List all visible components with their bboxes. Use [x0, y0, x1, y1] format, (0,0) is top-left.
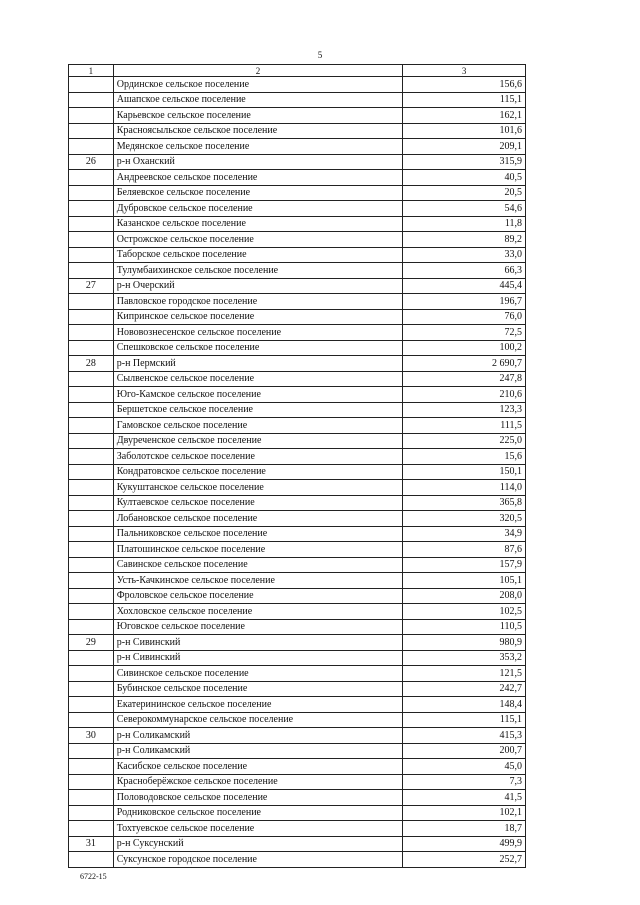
row-number-cell	[69, 387, 114, 403]
row-number-cell	[69, 743, 114, 759]
row-value-cell: 111,5	[403, 418, 526, 434]
table-row	[69, 433, 526, 449]
table-row	[69, 309, 526, 325]
row-name-cell: Казанское сельское поселение	[113, 216, 402, 232]
row-name-cell: Беляевское сельское поселение	[113, 185, 402, 201]
row-name-cell: Кипринское сельское поселение	[113, 309, 402, 325]
row-number-cell	[69, 681, 114, 697]
row-number-cell	[69, 650, 114, 666]
table-row	[69, 712, 526, 728]
column-header-value: 3	[403, 65, 526, 77]
table-row	[69, 542, 526, 558]
row-name-cell: р-н Пермский	[113, 356, 402, 372]
table-row	[69, 216, 526, 232]
row-number-cell	[69, 805, 114, 821]
row-number-cell	[69, 666, 114, 682]
row-value-cell: 150,1	[403, 464, 526, 480]
row-number-cell	[69, 542, 114, 558]
row-name-cell: Фроловское сельское поселение	[113, 588, 402, 604]
table-row	[69, 464, 526, 480]
row-value-cell: 110,5	[403, 619, 526, 635]
page-number: 5	[317, 50, 323, 60]
row-value-cell: 41,5	[403, 790, 526, 806]
row-value-cell: 40,5	[403, 170, 526, 186]
table-row	[69, 480, 526, 496]
row-value-cell: 66,3	[403, 263, 526, 279]
row-number-cell: 31	[69, 836, 114, 852]
table-row	[69, 511, 526, 527]
row-value-cell: 121,5	[403, 666, 526, 682]
row-name-cell: Платошинское сельское поселение	[113, 542, 402, 558]
row-number-cell	[69, 449, 114, 465]
row-name-cell: Култаевское сельское поселение	[113, 495, 402, 511]
row-number-cell	[69, 619, 114, 635]
row-value-cell: 34,9	[403, 526, 526, 542]
table-row	[69, 743, 526, 759]
row-name-cell: Савинское сельское поселение	[113, 557, 402, 573]
table-row	[69, 139, 526, 155]
row-value-cell: 89,2	[403, 232, 526, 248]
row-name-cell: Лобановское сельское поселение	[113, 511, 402, 527]
row-number-cell	[69, 170, 114, 186]
row-value-cell: 2 690,7	[403, 356, 526, 372]
data-table	[68, 64, 526, 868]
row-name-cell: Ординское сельское поселение	[113, 77, 402, 93]
column-header-name: 2	[113, 65, 402, 77]
table-row	[69, 666, 526, 682]
row-number-cell	[69, 185, 114, 201]
row-number-cell	[69, 526, 114, 542]
row-number-cell: 26	[69, 154, 114, 170]
table-row	[69, 774, 526, 790]
row-number-cell	[69, 511, 114, 527]
table-row	[69, 294, 526, 310]
table-row	[69, 821, 526, 837]
table-row	[69, 371, 526, 387]
row-number-cell	[69, 588, 114, 604]
row-value-cell: 7,3	[403, 774, 526, 790]
table-row	[69, 340, 526, 356]
row-number-cell	[69, 774, 114, 790]
row-name-cell: Гамовское сельское поселение	[113, 418, 402, 434]
row-number-cell	[69, 433, 114, 449]
table-row	[69, 836, 526, 852]
table-row	[69, 588, 526, 604]
row-name-cell: Кондратовское сельское поселение	[113, 464, 402, 480]
row-number-cell	[69, 201, 114, 217]
row-name-cell: Красноясыльское сельское поселение	[113, 123, 402, 139]
row-number-cell	[69, 464, 114, 480]
row-value-cell: 208,0	[403, 588, 526, 604]
row-number-cell: 30	[69, 728, 114, 744]
table-row	[69, 635, 526, 651]
table-row	[69, 852, 526, 868]
row-name-cell: Родниковское сельское поселение	[113, 805, 402, 821]
row-value-cell: 15,6	[403, 449, 526, 465]
row-value-cell: 100,2	[403, 340, 526, 356]
row-number-cell	[69, 92, 114, 108]
row-value-cell: 162,1	[403, 108, 526, 124]
table-row	[69, 247, 526, 263]
table-row	[69, 526, 526, 542]
row-name-cell: Красноберёжское сельское поселение	[113, 774, 402, 790]
row-value-cell: 54,6	[403, 201, 526, 217]
table-row	[69, 170, 526, 186]
row-value-cell: 72,5	[403, 325, 526, 341]
row-value-cell: 157,9	[403, 557, 526, 573]
row-number-cell	[69, 557, 114, 573]
table-row	[69, 185, 526, 201]
row-number-cell	[69, 573, 114, 589]
row-name-cell: Медянское сельское поселение	[113, 139, 402, 155]
table-row	[69, 418, 526, 434]
row-name-cell: р-н Очерский	[113, 278, 402, 294]
table-row	[69, 619, 526, 635]
row-name-cell: Суксунское городское поселение	[113, 852, 402, 868]
row-name-cell: Заболотское сельское поселение	[113, 449, 402, 465]
row-name-cell: Андреевское сельское поселение	[113, 170, 402, 186]
row-value-cell: 102,1	[403, 805, 526, 821]
row-value-cell: 210,6	[403, 387, 526, 403]
table-row	[69, 790, 526, 806]
table-row	[69, 278, 526, 294]
row-value-cell: 200,7	[403, 743, 526, 759]
row-number-cell	[69, 790, 114, 806]
row-value-cell: 252,7	[403, 852, 526, 868]
row-value-cell: 242,7	[403, 681, 526, 697]
row-value-cell: 499,9	[403, 836, 526, 852]
table-row	[69, 805, 526, 821]
footer-code: 6722-15	[80, 872, 107, 881]
row-value-cell: 320,5	[403, 511, 526, 527]
row-number-cell	[69, 340, 114, 356]
row-value-cell: 76,0	[403, 309, 526, 325]
row-name-cell: Нововознесенское сельское поселение	[113, 325, 402, 341]
table-row	[69, 495, 526, 511]
row-number-cell	[69, 697, 114, 713]
table-row	[69, 728, 526, 744]
row-value-cell: 45,0	[403, 759, 526, 775]
row-number-cell	[69, 371, 114, 387]
row-value-cell: 101,6	[403, 123, 526, 139]
row-name-cell: Бубинское сельское поселение	[113, 681, 402, 697]
table-row	[69, 108, 526, 124]
row-value-cell: 115,1	[403, 92, 526, 108]
table-header-row	[69, 65, 526, 77]
row-value-cell: 209,1	[403, 139, 526, 155]
table-row	[69, 402, 526, 418]
row-name-cell: Спешковское сельское поселение	[113, 340, 402, 356]
row-number-cell	[69, 263, 114, 279]
row-name-cell: Острожское сельское поселение	[113, 232, 402, 248]
row-number-cell	[69, 418, 114, 434]
row-number-cell	[69, 77, 114, 93]
row-value-cell: 115,1	[403, 712, 526, 728]
row-name-cell: Северокоммунарское сельское поселение	[113, 712, 402, 728]
row-name-cell: Юговское сельское поселение	[113, 619, 402, 635]
row-name-cell: Тулумбаихинское сельское поселение	[113, 263, 402, 279]
row-name-cell: Усть-Качкинское сельское поселение	[113, 573, 402, 589]
row-name-cell: р-н Сивинский	[113, 650, 402, 666]
row-value-cell: 11,8	[403, 216, 526, 232]
table-row	[69, 263, 526, 279]
row-name-cell: Екатерининское сельское поселение	[113, 697, 402, 713]
row-number-cell	[69, 821, 114, 837]
row-number-cell: 27	[69, 278, 114, 294]
row-value-cell: 353,2	[403, 650, 526, 666]
row-number-cell	[69, 712, 114, 728]
table-row	[69, 356, 526, 372]
row-number-cell	[69, 309, 114, 325]
row-number-cell	[69, 123, 114, 139]
table-row	[69, 387, 526, 403]
table-row	[69, 573, 526, 589]
row-number-cell	[69, 480, 114, 496]
table-row	[69, 325, 526, 341]
row-value-cell: 18,7	[403, 821, 526, 837]
row-name-cell: р-н Соликамский	[113, 728, 402, 744]
row-number-cell	[69, 852, 114, 868]
row-name-cell: р-н Оханский	[113, 154, 402, 170]
row-name-cell: Таборское сельское поселение	[113, 247, 402, 263]
row-name-cell: Касибское сельское поселение	[113, 759, 402, 775]
row-name-cell: Павловское городское поселение	[113, 294, 402, 310]
table-row	[69, 759, 526, 775]
table-row	[69, 77, 526, 93]
row-number-cell	[69, 247, 114, 263]
row-name-cell: Ашапское сельское поселение	[113, 92, 402, 108]
row-value-cell: 123,3	[403, 402, 526, 418]
row-number-cell	[69, 216, 114, 232]
row-value-cell: 148,4	[403, 697, 526, 713]
row-name-cell: Двуреченское сельское поселение	[113, 433, 402, 449]
row-value-cell: 114,0	[403, 480, 526, 496]
row-name-cell: Пальниковское сельское поселение	[113, 526, 402, 542]
row-number-cell	[69, 232, 114, 248]
row-number-cell	[69, 604, 114, 620]
row-name-cell: р-н Сивинский	[113, 635, 402, 651]
table-row	[69, 557, 526, 573]
table-row	[69, 154, 526, 170]
row-value-cell: 225,0	[403, 433, 526, 449]
row-number-cell: 29	[69, 635, 114, 651]
row-number-cell	[69, 294, 114, 310]
row-name-cell: Карьевское сельское поселение	[113, 108, 402, 124]
row-name-cell: Хохловское сельское поселение	[113, 604, 402, 620]
row-name-cell: Тохтуевское сельское поселение	[113, 821, 402, 837]
table-row	[69, 92, 526, 108]
row-name-cell: Бершетское сельское поселение	[113, 402, 402, 418]
row-name-cell: Сивинское сельское поселение	[113, 666, 402, 682]
row-name-cell: Кукуштанское сельское поселение	[113, 480, 402, 496]
row-value-cell: 196,7	[403, 294, 526, 310]
table-row	[69, 650, 526, 666]
row-value-cell: 156,6	[403, 77, 526, 93]
row-name-cell: Сылвенское сельское поселение	[113, 371, 402, 387]
row-value-cell: 315,9	[403, 154, 526, 170]
row-name-cell: р-н Суксунский	[113, 836, 402, 852]
table-row	[69, 681, 526, 697]
row-name-cell: Половодовское сельское поселение	[113, 790, 402, 806]
row-value-cell: 33,0	[403, 247, 526, 263]
row-name-cell: Дубровское сельское поселение	[113, 201, 402, 217]
row-value-cell: 102,5	[403, 604, 526, 620]
row-value-cell: 247,8	[403, 371, 526, 387]
row-number-cell	[69, 139, 114, 155]
table-row	[69, 697, 526, 713]
table-row	[69, 123, 526, 139]
table-row	[69, 201, 526, 217]
row-number-cell	[69, 325, 114, 341]
row-value-cell: 365,8	[403, 495, 526, 511]
table-row	[69, 232, 526, 248]
row-number-cell	[69, 495, 114, 511]
row-value-cell: 105,1	[403, 573, 526, 589]
row-number-cell	[69, 759, 114, 775]
row-value-cell: 87,6	[403, 542, 526, 558]
row-number-cell: 28	[69, 356, 114, 372]
row-number-cell	[69, 402, 114, 418]
row-value-cell: 980,9	[403, 635, 526, 651]
row-name-cell: р-н Соликамский	[113, 743, 402, 759]
row-value-cell: 20,5	[403, 185, 526, 201]
table-row	[69, 449, 526, 465]
row-value-cell: 445,4	[403, 278, 526, 294]
row-value-cell: 415,3	[403, 728, 526, 744]
column-header-number: 1	[69, 65, 114, 77]
row-number-cell	[69, 108, 114, 124]
row-name-cell: Юго-Камское сельское поселение	[113, 387, 402, 403]
table-row	[69, 604, 526, 620]
